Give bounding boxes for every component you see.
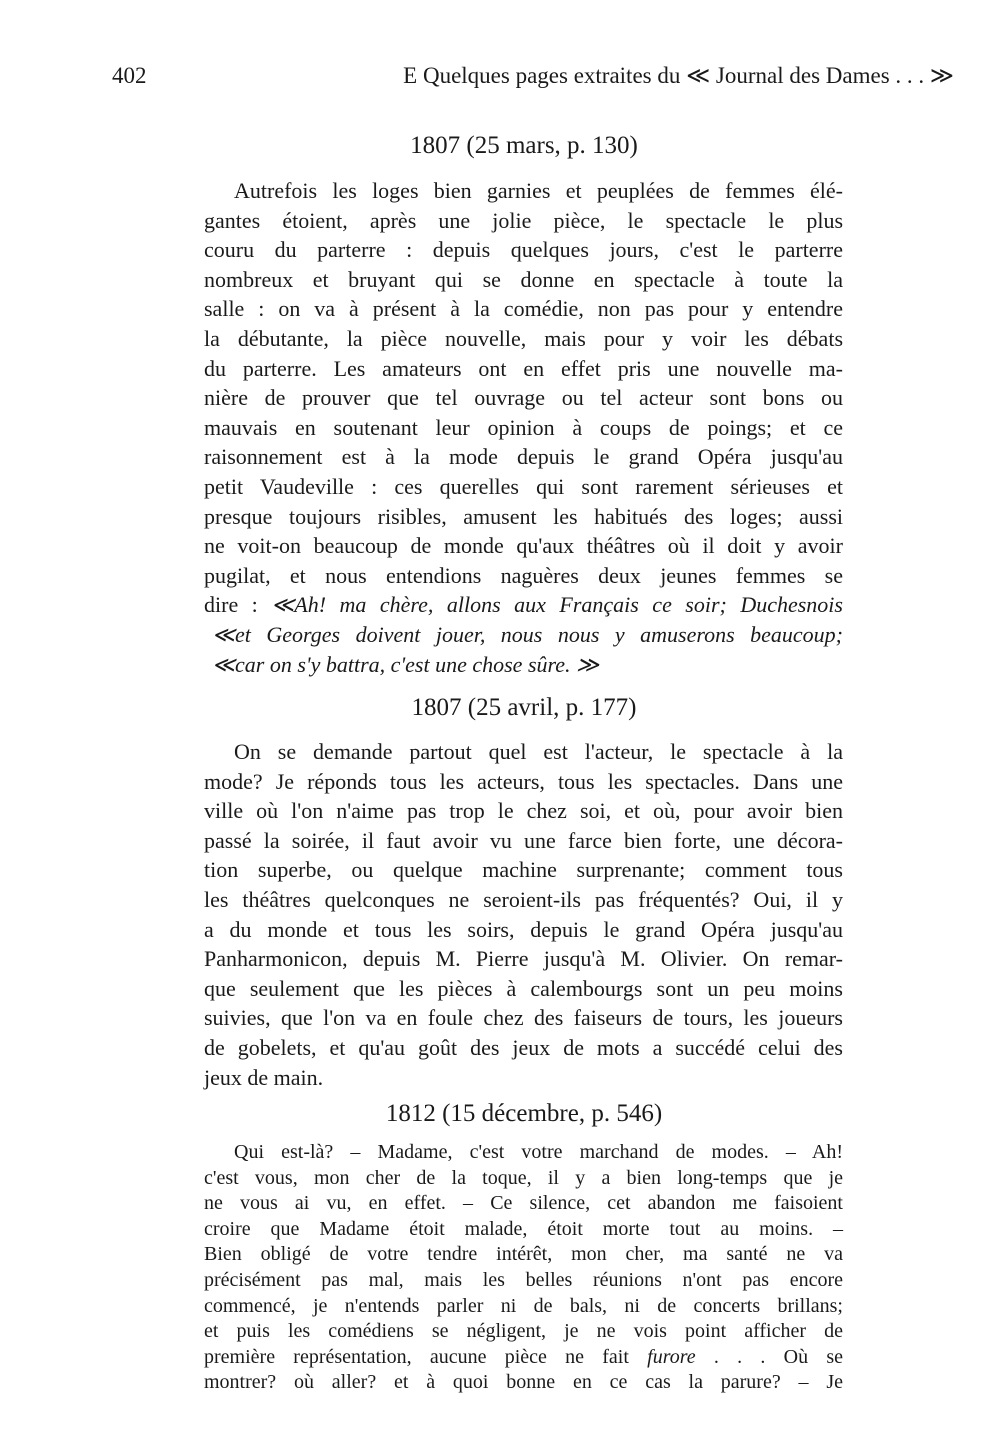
text-line [204, 767, 843, 797]
line-text: ne vous ai vu, en effet. – Ce silence, cet abandon me faisoient [204, 1192, 843, 1215]
line-text: première représentation, aucune pièce ne fait [204, 1345, 648, 1368]
text-line [204, 1345, 843, 1371]
line-text: ne voit-on beaucoup de monde qu'aux théâtres où il doit y avoir [204, 533, 843, 559]
text-line [204, 1217, 843, 1243]
text-line [204, 472, 843, 502]
text-line [204, 354, 843, 384]
text-line [204, 502, 843, 532]
line-text: pugilat, et nous entendions naguères deux jeunes femmes se [204, 562, 843, 588]
text-line [204, 176, 843, 206]
text-line [204, 1140, 843, 1166]
line-text: . . . Où se [695, 1345, 843, 1368]
quoted-speech: ≪car on s'y battra, c'est une chose sûre. ≫ [212, 651, 600, 677]
line-text: passé la soirée, il faut avoir vu une farce bien forte, une décora- [204, 827, 843, 853]
line-text: et puis les comédiens se négligent, je ne vois point afficher de [204, 1320, 843, 1343]
quote-lead: dire : [204, 592, 272, 618]
text-line [204, 1191, 843, 1217]
text-line [204, 294, 843, 324]
text-line [204, 442, 843, 472]
line-text: presque toujours risibles, amusent les habitués des loges; aussi [204, 503, 843, 529]
running-head: E Quelques pages extraites du ≪ Journal des Dames . . . ≫ [403, 63, 954, 88]
text-line [204, 826, 843, 856]
line-text: précisément pas mal, mais les belles réunions n'ont pas encore [204, 1268, 843, 1291]
line-text: Autrefois les loges bien garnies et peuplées de femmes élé- [234, 178, 843, 203]
line-text: commencé, je n'entends parler ni de bals, ni de concerts brillans; [204, 1294, 843, 1317]
line-text: montrer? où aller? et à quoi bonne en ce cas la parure? – Je [204, 1371, 843, 1394]
line-text: du parterre. Les amateurs ont en effet pris une nouvelle ma- [204, 355, 843, 381]
entry-body-1812-decembre [204, 1140, 843, 1396]
line-text: On se demande partout quel est l'acteur, le spectacle à la [234, 739, 843, 764]
page-number: 402 [112, 63, 147, 88]
line-text: Panharmonicon, depuis M. Pierre jusqu'à M. Olivier. On remar- [204, 946, 843, 972]
line-text: tion superbe, ou quelque machine surprenante; comment tous [204, 857, 843, 883]
text-line [204, 650, 843, 680]
text-line [204, 885, 843, 915]
quoted-speech: ≪Ah! ma chère, allons aux Français ce soir; Duchesnois [271, 592, 843, 618]
line-text: suivies, que l'on va en foule chez des faiseurs de tours, les joueurs [204, 1005, 843, 1031]
text-line [204, 1370, 843, 1396]
line-text: de gobelets, et qu'au goût des jeux de mots a succédé celui des [204, 1034, 843, 1060]
line-text: mauvais en soutenant leur opinion à coups de poings; et ce [204, 414, 843, 440]
emphasized-word: furore [647, 1345, 696, 1368]
text-line [204, 206, 843, 236]
text-line [204, 265, 843, 295]
text-line [204, 324, 843, 354]
text-line [204, 1268, 843, 1294]
text-line [204, 620, 843, 650]
text-line [204, 235, 843, 265]
line-text: la débutante, la pièce nouvelle, mais pour y voir les débats [204, 325, 843, 351]
text-line [204, 1166, 843, 1192]
text-line [204, 737, 843, 767]
quoted-speech: ≪et Georges doivent jouer, nous nous y amuserons beaucoup; [212, 621, 843, 647]
text-line [204, 383, 843, 413]
line-text: gantes étoient, après une jolie pièce, le spectacle le plus [204, 207, 843, 233]
text-line [204, 974, 843, 1004]
line-text: jeux de main. [204, 1064, 324, 1090]
line-text: mode? Je réponds tous les acteurs, tous les spectacles. Dans une [204, 768, 843, 794]
text-line [204, 531, 843, 561]
line-text: petit Vaudeville : ces querelles qui sont rarement sérieuses et [204, 473, 843, 499]
text-line [204, 915, 843, 945]
entry-body-1807-avril [204, 737, 843, 1092]
text-line [204, 944, 843, 974]
line-text: a du monde et tous les soirs, depuis le grand Opéra jusqu'au [204, 916, 843, 942]
entry-heading-1807-avril: 1807 (25 avril, p. 177) [411, 694, 637, 721]
text-line [204, 1294, 843, 1320]
line-text: croire que Madame étoit malade, étoit morte tout au moins. – [204, 1217, 843, 1240]
line-text: raisonnement est à la mode depuis le grand Opéra jusqu'au [204, 444, 843, 470]
line-text: c'est vous, mon cher de la toque, il y a bien long-temps que je [204, 1166, 843, 1189]
text-line [204, 855, 843, 885]
line-text: que seulement que les pièces à calembourgs sont un peu moins [204, 975, 843, 1001]
text-line [204, 1033, 843, 1063]
line-text: nière de prouver que tel ouvrage ou tel acteur sont bons ou [204, 385, 843, 411]
line-text: couru du parterre : depuis quelques jours, c'est le parterre [204, 237, 843, 263]
text-line [204, 796, 843, 826]
line-text: salle : on va à présent à la comédie, non pas pour y entendre [204, 296, 843, 322]
text-line [204, 561, 843, 591]
line-text: Qui est-là? – Madame, c'est votre marchand de modes. – Ah! [234, 1141, 843, 1163]
text-line [204, 413, 843, 443]
line-text: ville où l'on n'aime pas trop le chez soi, et où, pour avoir bien [204, 798, 843, 824]
text-line [204, 1319, 843, 1345]
text-line [204, 1242, 843, 1268]
line-text: Bien obligé de votre tendre intérêt, mon cher, ma santé ne va [204, 1243, 843, 1266]
entry-heading-1812-decembre: 1812 (15 décembre, p. 546) [385, 1100, 663, 1127]
entry-body-1807-mars [204, 176, 843, 679]
line-text: les théâtres quelconques ne seroient-ils pas fréquentés? Oui, il y [204, 886, 843, 912]
text-line [204, 1063, 843, 1093]
text-line [204, 590, 843, 620]
text-line [204, 1003, 843, 1033]
line-text: nombreux et bruyant qui se donne en spectacle à toute la [204, 266, 843, 292]
entry-heading-1807-mars: 1807 (25 mars, p. 130) [410, 132, 638, 159]
